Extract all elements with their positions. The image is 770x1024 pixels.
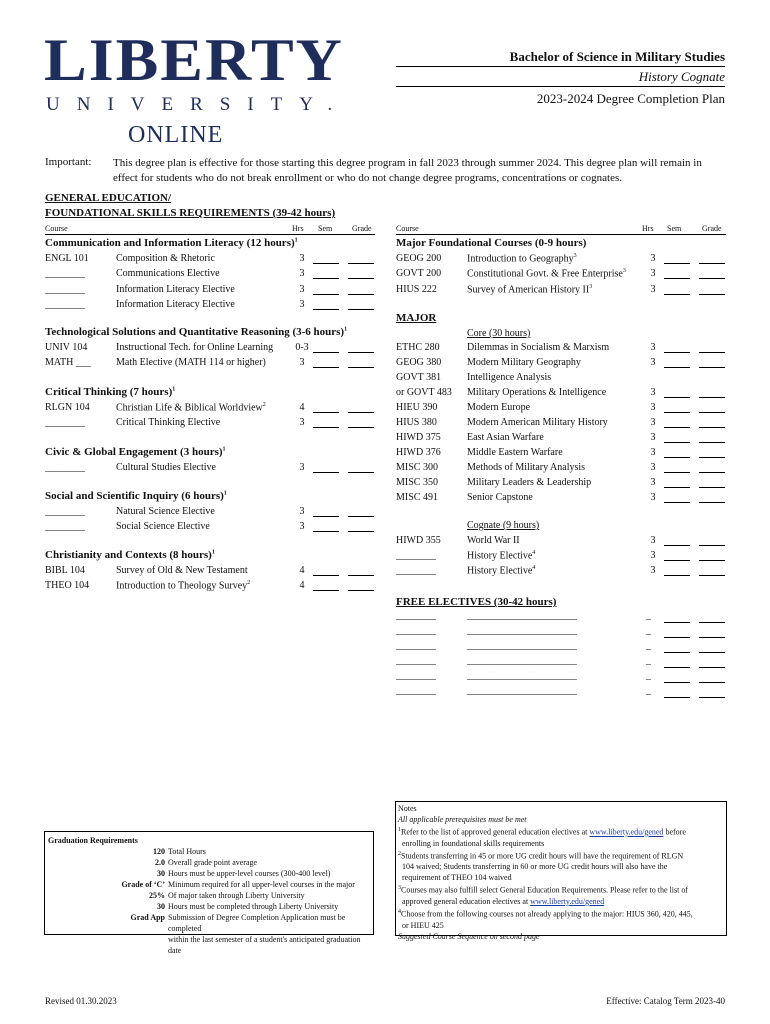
grad-requirement-key: 120	[153, 847, 165, 856]
semester-field[interactable]	[664, 427, 690, 428]
liberty-logo-wordmark: LIBERTY	[44, 25, 344, 94]
course-code: ETHC 280	[396, 342, 440, 353]
major-title: MAJOR	[396, 312, 437, 324]
university-wordmark: UNIVERSITY.	[46, 94, 350, 115]
course-code: ________	[396, 670, 436, 681]
requirement-group-title: Communication and Information Literacy (12 hours)$^1$	[45, 237, 298, 249]
footnote-marker: 3	[622, 268, 626, 274]
course-code: HIWD 355	[396, 535, 441, 546]
note-1-cont: enrolling in foundational skills requirements	[402, 838, 545, 848]
semester-field[interactable]	[664, 278, 690, 279]
grade-field[interactable]	[348, 309, 374, 310]
course-code: ________	[396, 685, 436, 696]
course-hours: 3	[650, 253, 656, 264]
course-code: HIWD 376	[396, 447, 441, 458]
col-divider	[396, 234, 726, 235]
semester-field[interactable]	[664, 472, 690, 473]
course-code: ________	[45, 299, 85, 310]
col-sem: Sem	[318, 224, 333, 233]
grade-field[interactable]	[699, 412, 725, 413]
course-hours: 3	[650, 284, 656, 295]
course-name: Information Literacy Elective	[116, 284, 235, 295]
course-hours: 3	[650, 447, 656, 458]
semester-field[interactable]	[313, 516, 339, 517]
semester-field[interactable]	[664, 545, 690, 546]
course-code: HIWD 375	[396, 432, 441, 443]
course-name: Methods of Military Analysis	[467, 462, 586, 473]
grade-field[interactable]	[699, 667, 725, 668]
grade-field[interactable]	[348, 590, 374, 591]
course-hours: 3	[650, 387, 656, 398]
col-sem: Sem	[667, 224, 682, 233]
semester-field[interactable]	[664, 442, 690, 443]
course-code: MISC 300	[396, 462, 438, 473]
course-code: ________	[45, 521, 85, 532]
note-2-cont: requirement of THEO 104 waived	[402, 873, 512, 883]
course-code: ________	[396, 625, 436, 636]
course-code: ________	[396, 550, 436, 561]
course-name: Survey of Old & New Testament	[116, 565, 248, 576]
course-name: Math Elective (MATH 114 or higher)	[116, 357, 266, 368]
course-hours: 3	[299, 284, 305, 295]
grad-requirement-row	[48, 912, 373, 934]
plan-title: 2023-2024 Degree Completion Plan	[536, 91, 725, 106]
semester-field[interactable]	[313, 263, 339, 264]
course-code: ________	[45, 417, 85, 428]
course-hours: 3	[299, 268, 305, 279]
course-hours: 3	[299, 462, 305, 473]
course-name: Cultural Studies Elective	[116, 462, 216, 473]
course-code: MISC 491	[396, 492, 438, 503]
footnote-marker: 1	[211, 549, 215, 556]
course-code: ________	[396, 565, 436, 576]
footnote-marker: 2	[247, 580, 251, 586]
course-name: Senior Capstone	[467, 492, 533, 503]
course-code: HIUS 380	[396, 417, 437, 428]
semester-field[interactable]	[664, 457, 690, 458]
semester-field[interactable]	[664, 637, 690, 638]
grade-field[interactable]	[699, 502, 725, 503]
semester-field[interactable]	[313, 294, 339, 295]
course-name: Introduction to Geography$^3$	[467, 253, 577, 265]
note-2-cont: 104 waived; Students transferring in 60 or more UG credit hours will also have the	[402, 862, 668, 872]
grade-field[interactable]	[699, 457, 725, 458]
semester-field[interactable]	[664, 575, 690, 576]
course-name: Christian Life & Biblical Worldview$^2$	[116, 402, 266, 414]
course-name: ______________________	[467, 610, 577, 621]
grade-field[interactable]	[348, 352, 374, 353]
grad-requirement-value: Overall grade point average	[168, 858, 258, 867]
semester-field[interactable]	[313, 309, 339, 310]
course-name: Instructional Tech. for Online Learning	[116, 342, 274, 353]
grade-field[interactable]	[699, 397, 725, 398]
course-code: HIEU 390	[396, 402, 438, 413]
semester-field[interactable]	[313, 575, 339, 576]
gened-title: GENERAL EDUCATION/	[45, 192, 172, 204]
course-hours: 3	[650, 550, 656, 561]
grad-requirement-row	[48, 934, 373, 956]
course-name: Middle Eastern Warfare	[467, 447, 563, 458]
notes-intro: All applicable prerequisites must be met	[398, 815, 527, 824]
footnote-marker: 2	[262, 402, 266, 408]
course-code: HIUS 222	[396, 284, 437, 295]
course-hours: _	[646, 670, 651, 681]
grad-requirement-key: 30	[157, 869, 165, 878]
course-code: THEO 104	[45, 580, 90, 591]
course-code: ENGL 101	[45, 253, 89, 264]
course-code: RLGN 104	[45, 402, 90, 413]
grade-field[interactable]	[348, 263, 374, 264]
semester-field[interactable]	[664, 652, 690, 653]
grade-field[interactable]	[699, 352, 725, 353]
course-name: Military Operations & Intelligence	[467, 387, 607, 398]
grade-field[interactable]	[348, 412, 374, 413]
grad-requirement-key	[48, 934, 168, 956]
degree-title: Bachelor of Science in Military Studies	[509, 49, 725, 64]
grad-requirement-key: 25%	[149, 891, 165, 900]
course-hours: 3	[650, 357, 656, 368]
course-code: ________	[396, 655, 436, 666]
grad-requirement-row	[48, 901, 373, 912]
grade-field[interactable]	[348, 294, 374, 295]
course-name: Constitutional Govt. & Free Enterprise$^3$	[467, 268, 626, 280]
grade-field[interactable]	[348, 516, 374, 517]
notes-box: Notes All applicable prerequisites must be met $^1$Refer to the list of approved general education electives at www.liberty.edu/gened before enrolling in foundational skills requirements $^2$Students transferring in 45 or more UG credit hours will have the requirement of RLGN 104 waived; Students transferring in 60 or more UG credit hours will also have the requirement of THEO 104 waived $^3$Courses may also fulfill select General Education Requirements. Please refer to the list of approved general education electives at www.liberty.edu/gened $^4$Choose from the following courses not already applying to the major: HIUS 360, 420, 445, or HIEU 425 Suggested Course Sequence on second page	[395, 801, 727, 936]
grade-field[interactable]	[348, 427, 374, 428]
footnote-marker: 1	[172, 386, 176, 393]
effective-term: Effective: Catalog Term 2023-40	[606, 996, 725, 1006]
course-code: ________	[45, 506, 85, 517]
notes-title: Notes	[398, 804, 417, 813]
requirement-group-title: Critical Thinking (7 hours)$^1$	[45, 386, 176, 398]
important-label: Important:	[45, 156, 92, 168]
course-hours: 3	[299, 521, 305, 532]
course-hours: 3	[650, 268, 656, 279]
course-name: Survey of American History $II^3$	[467, 284, 593, 296]
footnote-marker: 1	[344, 326, 348, 333]
semester-field[interactable]	[664, 667, 690, 668]
grad-requirement-key: 2.0	[155, 858, 165, 867]
course-hours: 3	[650, 417, 656, 428]
course-code: GEOG 200	[396, 253, 442, 264]
grade-field[interactable]	[699, 682, 725, 683]
col-grade: Grade	[352, 224, 372, 233]
graduation-requirements-box	[44, 831, 374, 955]
course-code: MATH ___	[45, 357, 91, 368]
grad-requirement-row	[48, 857, 373, 868]
grade-field[interactable]	[699, 575, 725, 576]
semester-field[interactable]	[664, 682, 690, 683]
cognate-title: History Cognate	[638, 69, 725, 84]
grade-field[interactable]	[699, 545, 725, 546]
grad-requirement-value: Minimum required for all upper-level courses in the major	[168, 880, 355, 889]
grad-requirement-value: Submission of Degree Completion Application must be completed	[168, 913, 346, 933]
grade-field[interactable]	[348, 278, 374, 279]
grade-field[interactable]	[348, 472, 374, 473]
course-hours: 3	[650, 477, 656, 488]
course-hours: 4	[299, 580, 305, 591]
semester-field[interactable]	[664, 487, 690, 488]
course-hours: 4	[299, 402, 305, 413]
course-name: Modern Military Geography	[467, 357, 581, 368]
notes-footer: Suggested Course Sequence on second page	[398, 931, 540, 941]
course-name: Intelligence Analysis	[467, 372, 552, 383]
col-grade: Grade	[702, 224, 722, 233]
grade-field[interactable]	[699, 442, 725, 443]
course-code: ________	[396, 610, 436, 621]
semester-field[interactable]	[664, 560, 690, 561]
grad-requirement-key: Grad App	[130, 913, 165, 922]
course-name: Modern American Military History	[467, 417, 608, 428]
core-title: Core (30 hours)	[467, 328, 531, 339]
course-code: ________	[396, 640, 436, 651]
course-name: Information Literacy Elective	[116, 299, 235, 310]
course-name: East Asian Warfare	[467, 432, 544, 443]
course-hours: 3	[299, 357, 305, 368]
course-name: Composition & Rhetoric	[116, 253, 215, 264]
semester-field[interactable]	[664, 294, 690, 295]
course-hours: _	[646, 655, 651, 666]
grade-field[interactable]	[699, 278, 725, 279]
note-1: Refer to the list of approved general education electives at	[401, 827, 588, 837]
course-code: GOVT 200	[396, 268, 442, 279]
course-hours: 3	[650, 402, 656, 413]
course-code: MISC 350	[396, 477, 438, 488]
course-hours: 0-3	[295, 342, 309, 353]
semester-field[interactable]	[664, 263, 690, 264]
course-code: UNIV 104	[45, 342, 88, 353]
note-1-tail: before	[665, 827, 686, 837]
grade-field[interactable]	[699, 367, 725, 368]
note-3-cont: approved general education electives at	[402, 896, 529, 906]
course-name: Social Science Elective	[116, 521, 210, 532]
semester-field[interactable]	[664, 352, 690, 353]
course-hours: _	[646, 640, 651, 651]
course-name: Military Leaders & Leadership	[467, 477, 592, 488]
col-course: Course	[45, 224, 68, 233]
footnote-marker: 1	[223, 490, 227, 497]
note-4: Choose from the following courses not already applying to the major: HIUS 360, 420, 445,	[401, 909, 693, 919]
gened-subtitle: FOUNDATIONAL SKILLS REQUIREMENTS (39-42 hours)	[45, 207, 336, 219]
grade-field[interactable]	[699, 560, 725, 561]
free-electives-title: FREE ELECTIVES (30-42 hours)	[396, 596, 557, 608]
footnote-marker: 1	[222, 446, 226, 453]
course-name: Critical Thinking Elective	[116, 417, 221, 428]
course-hours: 3	[299, 506, 305, 517]
course-hours: 3	[650, 342, 656, 353]
header-divider	[396, 86, 725, 87]
course-hours: 3	[299, 253, 305, 264]
grad-requirement-value: Hours must be upper-level courses (300-400 level)	[168, 869, 331, 878]
course-name: Dilemmas in Socialism & Marxism	[467, 342, 610, 353]
course-hours: _	[646, 625, 651, 636]
course-hours: 3	[299, 417, 305, 428]
grad-requirement-row	[48, 846, 373, 857]
course-code: ________	[45, 462, 85, 473]
grade-field[interactable]	[699, 263, 725, 264]
col-hrs: Hrs	[292, 224, 304, 233]
course-code: ________	[45, 284, 85, 295]
header-divider	[396, 66, 725, 67]
course-name: ______________________	[467, 640, 577, 651]
course-code: GOVT 381	[396, 372, 442, 383]
grade-field[interactable]	[699, 294, 725, 295]
course-code: BIBL 104	[45, 565, 85, 576]
note-3: Courses may also fulfill select General Education Requirements. Please refer to the list of	[401, 885, 689, 895]
semester-field[interactable]	[313, 278, 339, 279]
grad-requirement-key: 30	[157, 902, 165, 911]
grade-field[interactable]	[348, 367, 374, 368]
course-hours: 3	[299, 299, 305, 310]
semester-field[interactable]	[313, 531, 339, 532]
revised-date: Revised 01.30.2023	[45, 996, 117, 1006]
semester-field[interactable]	[313, 472, 339, 473]
note-4-cont: or HIEU 425	[402, 920, 444, 930]
course-hours: 3	[650, 462, 656, 473]
note-2: Students transferring in 45 or more UG credit hours will have the requirement of RLGN	[401, 851, 684, 861]
gened-link[interactable]: www.liberty.edu/gened	[589, 827, 664, 837]
semester-field[interactable]	[664, 367, 690, 368]
course-name: Introduction to Theology Survey$^2$	[116, 580, 251, 592]
semester-field[interactable]	[664, 412, 690, 413]
grad-requirement-value: within the last semester of a student's anticipated graduation date	[168, 935, 361, 955]
course-hours: 3	[650, 535, 656, 546]
grade-field[interactable]	[699, 427, 725, 428]
semester-field[interactable]	[664, 697, 690, 698]
grade-field[interactable]	[699, 487, 725, 488]
requirement-group-title: Christianity and Contexts (8 hours)$^1$	[45, 549, 215, 561]
footnote-marker: 3	[573, 253, 577, 259]
semester-field[interactable]	[313, 427, 339, 428]
grad-requirement-value: Total Hours	[168, 847, 206, 856]
online-wordmark: ONLINE	[128, 122, 224, 148]
important-text: This degree plan is effective for those starting this degree program in fall 2023 through summer 2024. This degree plan will remain in effect for students who do not break enrollment or who do not change degree programs, concentrations or cognates.	[113, 157, 702, 184]
course-name: World War II	[467, 535, 520, 546]
course-code: ________	[45, 268, 85, 279]
cognate-section-title: Cognate (9 hours)	[467, 520, 540, 531]
requirement-group-title: Technological Solutions and Quantitative Reasoning (3-6 hours)$^1$	[45, 326, 348, 338]
grad-requirement-row	[48, 879, 373, 890]
semester-field[interactable]	[313, 367, 339, 368]
course-hours: 4	[299, 565, 305, 576]
semester-field[interactable]	[313, 590, 339, 591]
grad-requirement-value: Of major taken through Liberty University	[168, 891, 305, 900]
grade-field[interactable]	[348, 531, 374, 532]
grad-requirement-key: Grade of ‘C’	[121, 880, 165, 889]
footnote-marker: 1	[294, 237, 298, 244]
col-course: Course	[396, 224, 419, 233]
footnote-marker: 4	[532, 565, 536, 571]
footnote-marker: 3	[589, 284, 593, 290]
grade-field[interactable]	[348, 575, 374, 576]
course-hours: _	[646, 685, 651, 696]
course-code: or GOVT 483	[396, 387, 452, 398]
course-code: GEOG 380	[396, 357, 442, 368]
grade-field[interactable]	[699, 472, 725, 473]
grad-requirement-value: Hours must be completed through Liberty University	[168, 902, 339, 911]
course-name: History Elective$^4$	[467, 550, 536, 562]
semester-field[interactable]	[664, 622, 690, 623]
col-hrs: Hrs	[642, 224, 654, 233]
footnote-marker: 4	[532, 550, 536, 556]
semester-field[interactable]	[664, 397, 690, 398]
course-name: Modern Europe	[467, 402, 531, 413]
course-name: ______________________	[467, 655, 577, 666]
grad-req-title: Graduation Requirements	[48, 836, 138, 845]
requirement-group-title: Social and Scientific Inquiry (6 hours)$^1$	[45, 490, 227, 502]
course-name: ______________________	[467, 670, 577, 681]
semester-field[interactable]	[664, 502, 690, 503]
gened-link[interactable]: www.liberty.edu/gened	[530, 896, 605, 906]
course-hours: 3	[650, 565, 656, 576]
grad-requirement-row	[48, 868, 373, 879]
grade-field[interactable]	[699, 622, 725, 623]
col-divider	[45, 234, 375, 235]
requirement-group-title: Civic & Global Engagement (3 hours)$^1$	[45, 446, 226, 458]
grade-field[interactable]	[699, 697, 725, 698]
course-hours: _	[646, 610, 651, 621]
grade-field[interactable]	[699, 652, 725, 653]
course-name: Communications Elective	[116, 268, 220, 279]
course-name: ______________________	[467, 625, 577, 636]
semester-field[interactable]	[313, 352, 339, 353]
grad-requirement-row	[48, 890, 373, 901]
foundational-title: Major Foundational Courses (0-9 hours)	[396, 237, 587, 249]
course-name: History Elective$^4$	[467, 565, 536, 577]
semester-field[interactable]	[313, 412, 339, 413]
grade-field[interactable]	[699, 637, 725, 638]
course-name: ______________________	[467, 685, 577, 696]
course-hours: 3	[650, 492, 656, 503]
course-hours: 3	[650, 432, 656, 443]
course-name: Natural Science Elective	[116, 506, 215, 517]
